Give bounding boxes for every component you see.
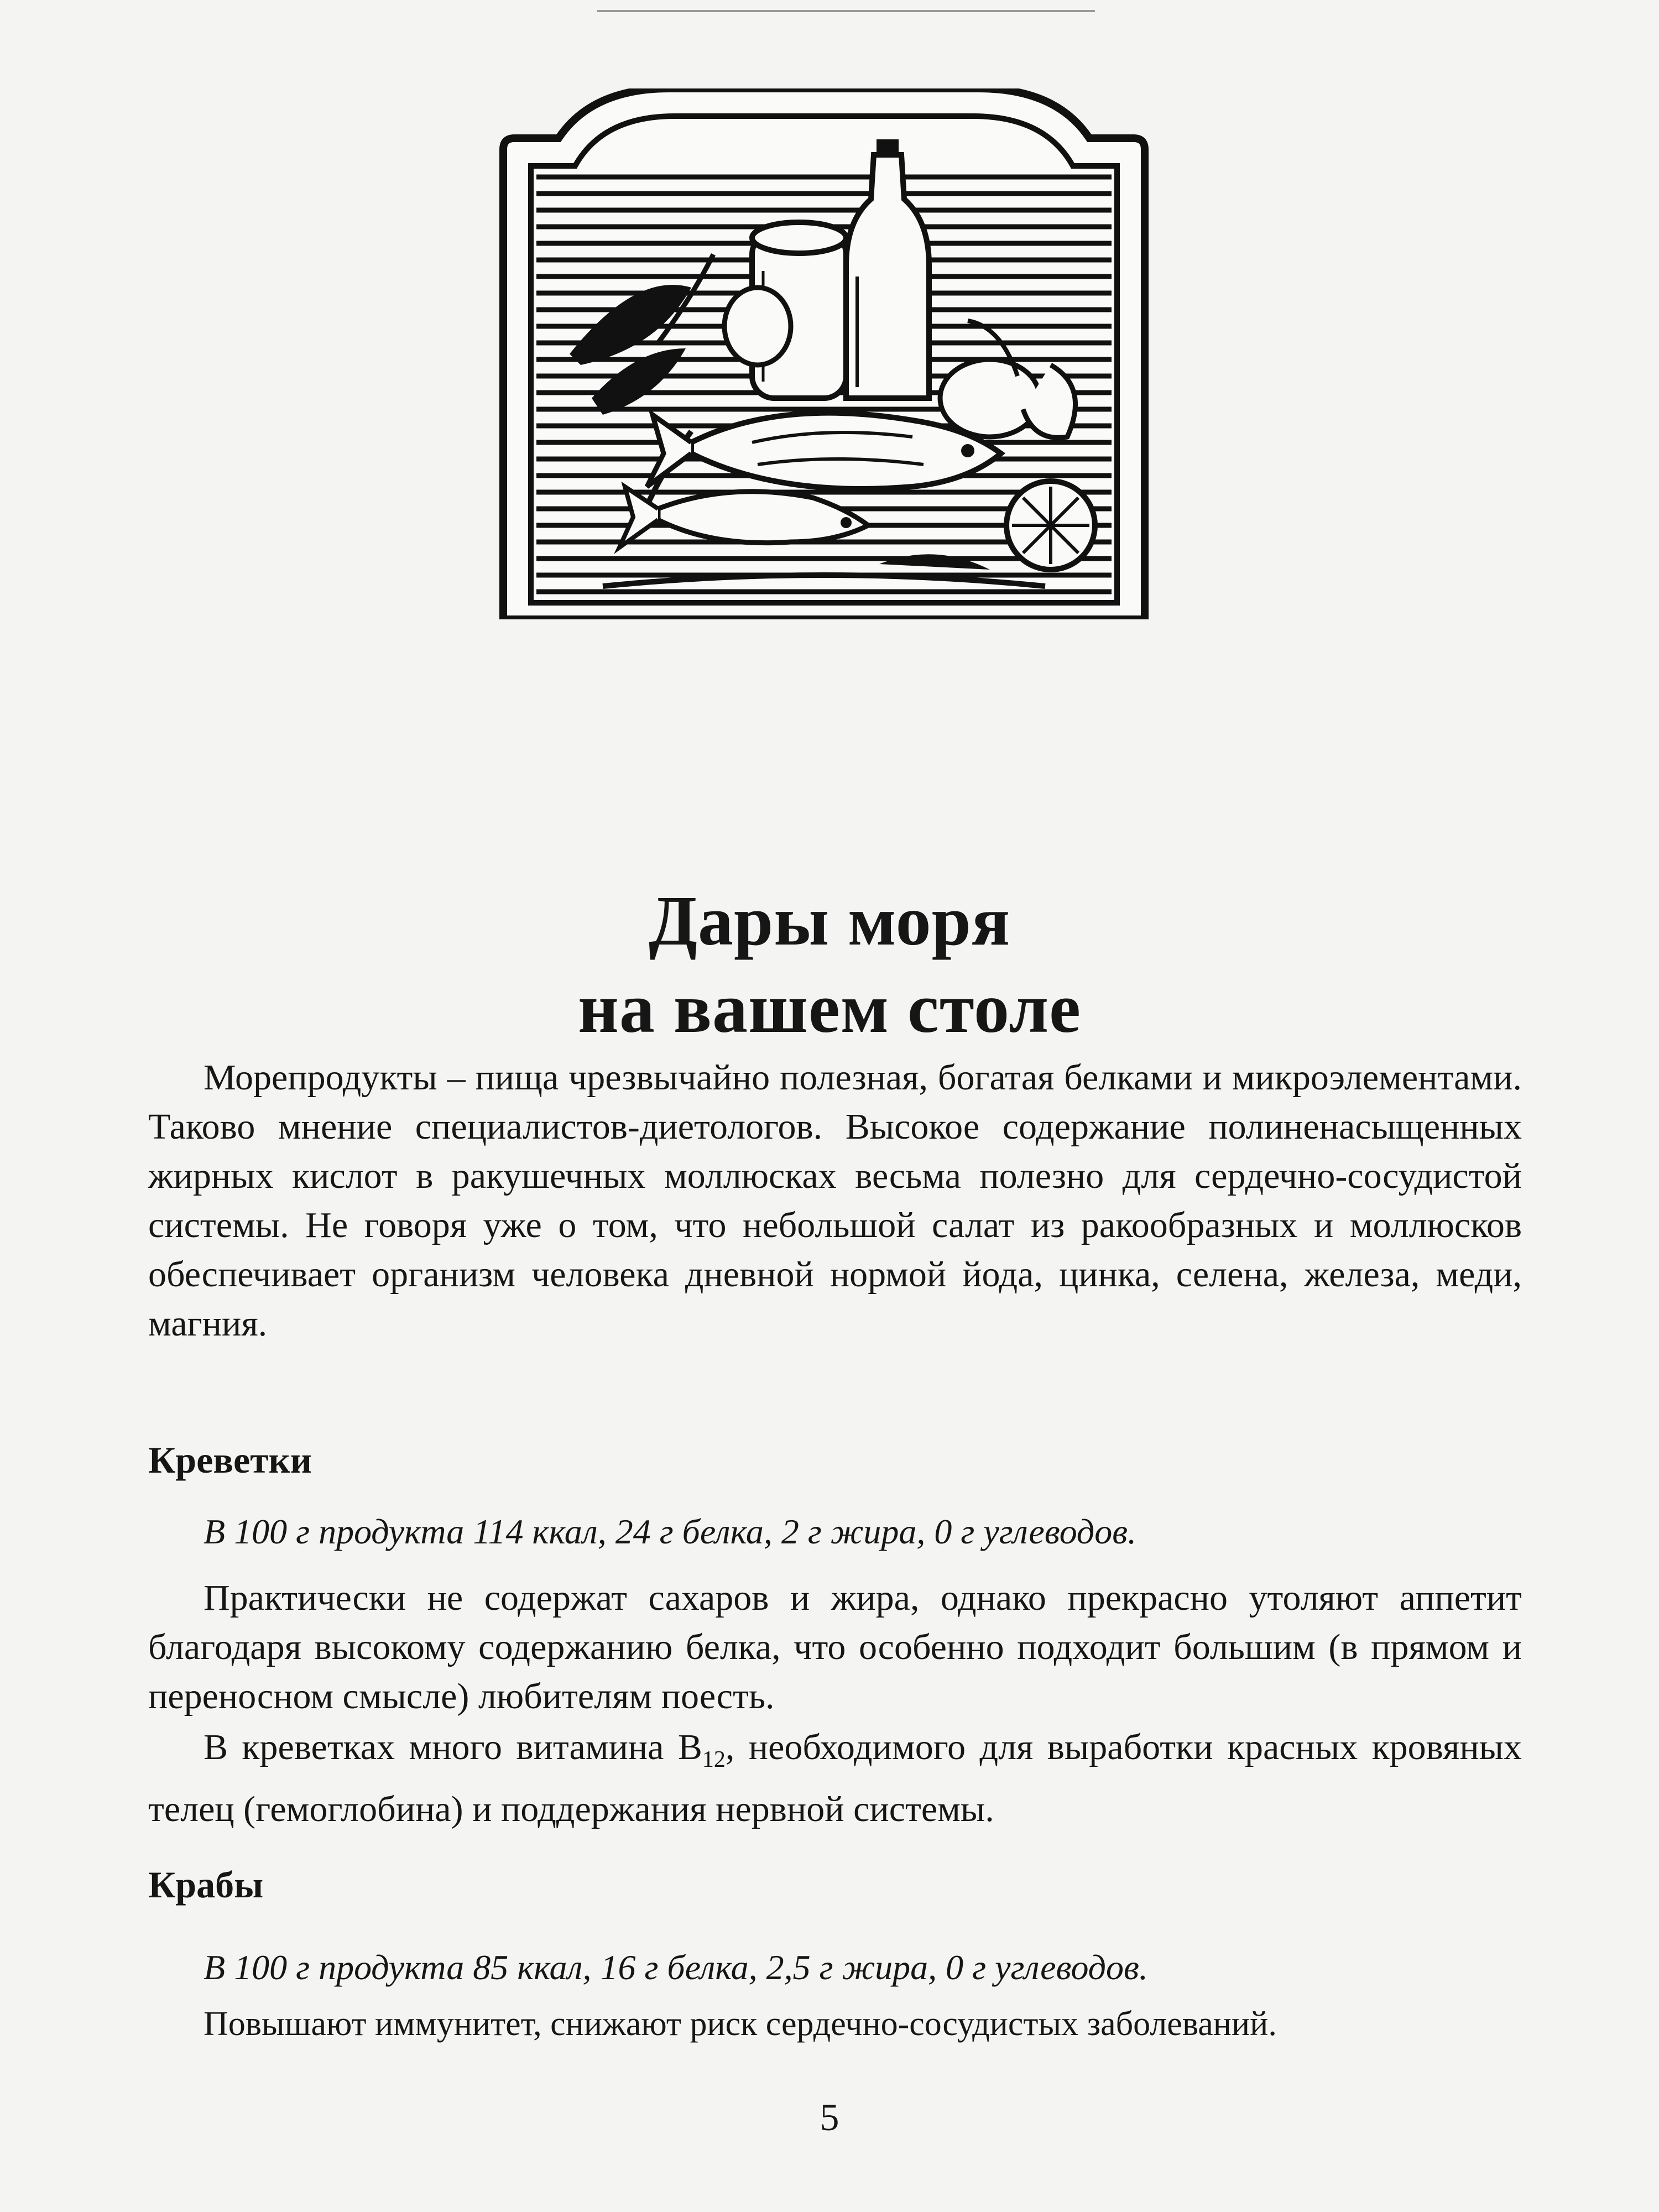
crabs-nutrition: В 100 г продукта 85 ккал, 16 г белка, 2,5 г жира, 0 г углеводов. [204, 1948, 1148, 1987]
shrimp-paragraph-1: Практически не содержат сахаров и жира, однако прекрасно утоляют аппетит благодаря высокому содержанию белка, что особенно подходит большим (в прямом и переносном смысле) любителям поесть. [148, 1578, 1522, 1717]
title-line-2: на вашем столе [578, 968, 1081, 1047]
shrimp-paragraph-2 [148, 1723, 1522, 1834]
page-number: 5 [820, 2096, 839, 2139]
section-heading-shrimp: Креветки [148, 1439, 312, 1481]
section-heading-crabs: Крабы [148, 1864, 264, 1906]
shrimp-p2-prefix: В креветках много витамина B [204, 1727, 702, 1767]
title-line-1: Дары моря [648, 881, 1011, 960]
page-title [0, 877, 1659, 1052]
shrimp-p2-suffix: , необходимого для выработки красных кровяных телец (гемоглобина) и поддержания нервной системы. [148, 1727, 1522, 1830]
shrimp-nutrition: В 100 г продукта 114 ккал, 24 г белка, 2 г жира, 0 г углеводов. [204, 1512, 1137, 1551]
seafood-still-life-illustration [492, 88, 1156, 619]
vitamin-subscript: 12 [702, 1747, 726, 1773]
header-rule [597, 10, 1095, 12]
crabs-paragraph-1: Повышают иммунитет, снижают риск сердечно-сосудистых заболеваний. [204, 2005, 1277, 2043]
intro-paragraph: Морепродукты – пища чрезвычайно полезная, богатая белками и микроэлементами. Таково мнение специалистов-диетологов. Высокое содержание полиненасыщенных жирных кислот в ракушечных моллюсках весьма полезно для сердечно-сосудистой системы. Не говоря уже о том, что небольшой салат из ракообразных и моллюсков обеспечивает организм человека дневной нормой йода, цинка, селена, железа, меди, магния. [148, 1057, 1522, 1344]
